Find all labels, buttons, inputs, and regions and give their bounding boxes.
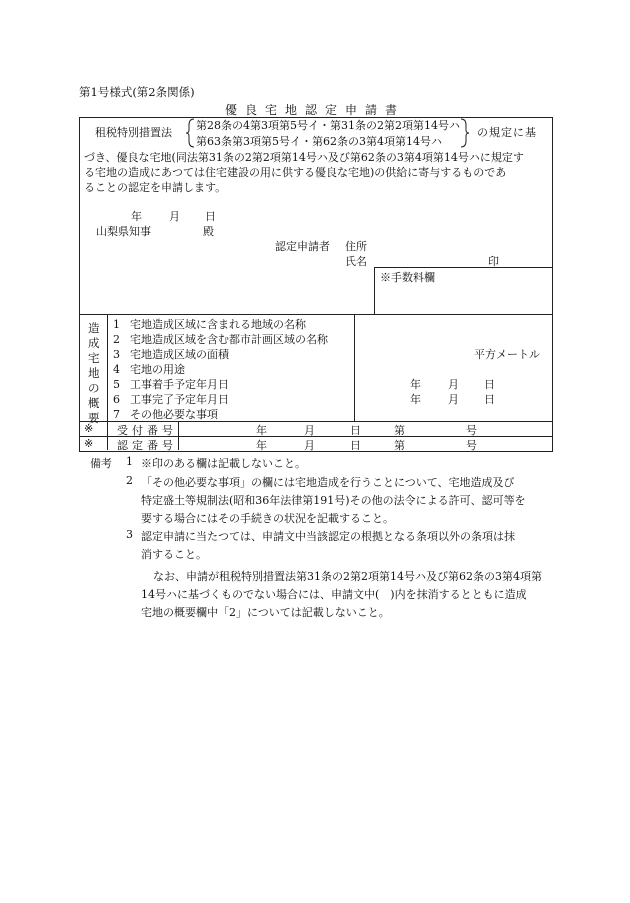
fee-box-top xyxy=(374,267,552,268)
note-3-line-2: 消すること。 xyxy=(141,548,207,561)
start-date-year: 年 xyxy=(410,378,421,391)
fee-box-left xyxy=(374,267,375,314)
certification-day: 日 xyxy=(350,439,361,452)
intro-body-line-1: づき、優良な宅地(同法第31条の2第2項第14号ハ及び第62条の3第4項第14号ハに規定す xyxy=(84,151,524,164)
certification-label: 認定番号 xyxy=(117,439,177,452)
addressee-name: 山梨県知事 xyxy=(96,225,151,238)
note-para-line-2: 14号ハに基づくものでない場合には、申請文中( )内を抹消するとともに造成 xyxy=(141,588,527,601)
certification-dai: 第 xyxy=(394,439,405,452)
reception-year: 年 xyxy=(256,424,267,437)
overview-item-6: 6 工事完了予定年月日 xyxy=(113,393,229,406)
certification-year: 年 xyxy=(256,439,267,452)
date-year: 年 xyxy=(131,210,142,223)
addressee-honorific: 殿 xyxy=(203,225,214,238)
note-2-line-1: 「その他必要な事項」の欄には宅地造成を行うことについて、宅地造成及び xyxy=(141,476,515,489)
reception-month: 月 xyxy=(304,424,315,437)
overview-value-divider xyxy=(354,314,355,421)
certification-month: 月 xyxy=(304,439,315,452)
end-date-day: 日 xyxy=(484,393,495,406)
law-name: 租税特別措置法 xyxy=(95,126,172,139)
intro-body-line-3: ることの認定を申請します。 xyxy=(84,181,227,194)
date-day: 日 xyxy=(205,210,216,223)
reception-day: 日 xyxy=(350,424,361,437)
receipt-label-divider xyxy=(178,421,179,450)
date-month: 月 xyxy=(169,210,180,223)
overview-item-7: 7 その他必要な事項 xyxy=(113,408,218,421)
certification-mark: ※ xyxy=(84,437,94,450)
reception-label: 受付番号 xyxy=(117,424,177,437)
left-brace xyxy=(185,118,195,148)
overview-item-1: 1 宅地造成区域に含まれる地域の名称 xyxy=(113,318,306,331)
fee-field-label: ※手数料欄 xyxy=(380,271,435,284)
note-para-line-3: 宅地の概要欄中「2」については記載しないこと。 xyxy=(141,606,390,619)
applicant-address-label: 住所 xyxy=(345,240,367,253)
overview-item-4: 4 宅地の用途 xyxy=(113,363,185,376)
note-2-number: 2 xyxy=(126,474,133,487)
start-date-day: 日 xyxy=(484,378,495,391)
overview-item-5: 5 工事着手予定年月日 xyxy=(113,378,229,391)
intro-tail: の規定に基 xyxy=(477,126,537,139)
clause-line-1: 第28条の4第3項第5号イ・第31条の2第2項第14号ハ xyxy=(196,119,460,132)
end-date-year: 年 xyxy=(410,393,421,406)
reception-mark: ※ xyxy=(84,422,94,435)
intro-body-line-2: る宅地の造成にあつては住宅建設の用に供する優良な宅地)の供給に寄与するものであ xyxy=(84,166,507,179)
reception-gou: 号 xyxy=(466,424,477,437)
applicant-label: 認定申請者 xyxy=(275,240,330,253)
note-1-line-1: ※印のある欄は記載しないこと。 xyxy=(141,457,306,470)
overview-item-2: 2 宅地造成区域を含む都市計画区域の名称 xyxy=(113,333,328,346)
right-brace xyxy=(460,118,470,148)
applicant-seal: 印 xyxy=(488,255,499,268)
overview-section-label: 造 成 宅 地 の 概 要 xyxy=(88,321,100,425)
note-2-line-2: 特定盛土等規制法(昭和36年法律第191号)その他の法令による許可、認可等を xyxy=(141,494,526,507)
overview-label-divider xyxy=(107,314,108,450)
note-3-line-1: 認定申請に当たつては、申請文中当該認定の根拠となる条項以外の条項は抹 xyxy=(141,530,515,543)
start-date-month: 月 xyxy=(448,378,459,391)
end-date-month: 月 xyxy=(448,393,459,406)
clause-line-2: 第63条第3項第5号イ・第62条の3第4項第14号ハ xyxy=(196,135,442,148)
reception-dai: 第 xyxy=(394,424,405,437)
overview-item-3: 3 宅地造成区域の面積 xyxy=(113,348,229,361)
note-1-number: 1 xyxy=(126,455,133,468)
note-para-line-1: なお、申請が租税特別措置法第31条の2第2項第14号ハ及び第62条の3第4項第 xyxy=(153,570,542,583)
note-3-number: 3 xyxy=(126,528,133,541)
divider-applicant-overview xyxy=(79,314,552,315)
applicant-name-label: 氏名 xyxy=(345,255,367,268)
certification-gou: 号 xyxy=(466,439,477,452)
form-number: 第1号様式(第2条関係) xyxy=(79,85,195,99)
notes-label: 備考 xyxy=(90,457,112,470)
area-unit: 平方メートル xyxy=(474,348,540,361)
document-title: 優良宅地認定申請書 xyxy=(224,103,405,117)
note-2-line-3: 要する場合にはその手続きの状況を記載すること。 xyxy=(141,512,394,525)
